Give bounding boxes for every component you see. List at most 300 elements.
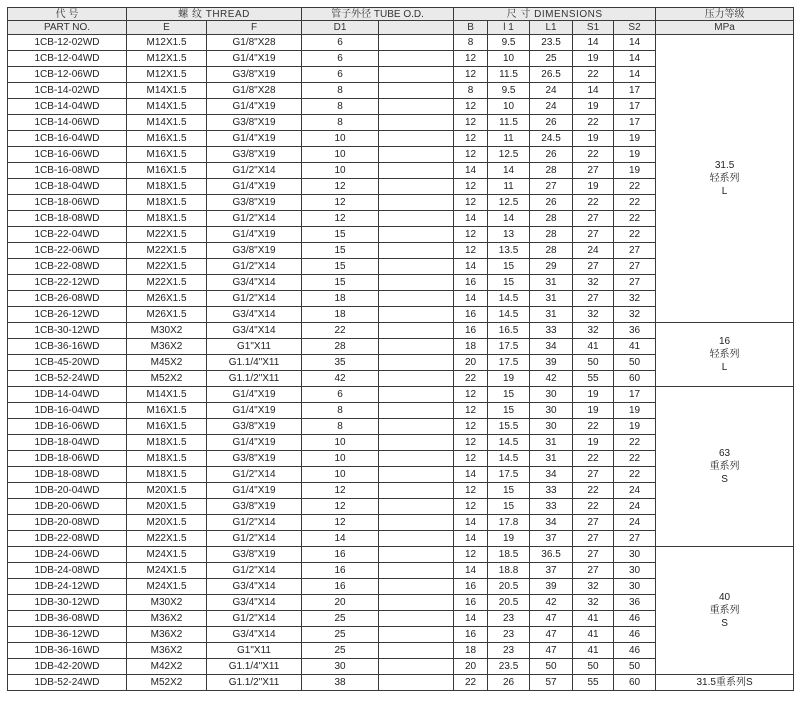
- dim-s2: 30: [614, 547, 656, 563]
- col-header-l1: L1: [530, 21, 573, 35]
- dim-s1: 32: [573, 595, 614, 611]
- dim-s1: 22: [573, 451, 614, 467]
- dim-s1: 41: [573, 339, 614, 355]
- part-no: 1CB-12-02WD: [8, 35, 127, 51]
- col-header-d1: D1: [302, 21, 379, 35]
- thread-f: G1.1/2"X11: [207, 675, 302, 691]
- dim-s1: 19: [573, 51, 614, 67]
- thread-f: G1"X11: [207, 643, 302, 659]
- tube-blank: [379, 83, 454, 99]
- tube-d1: 12: [302, 515, 379, 531]
- tube-blank: [379, 211, 454, 227]
- tube-blank: [379, 531, 454, 547]
- thread-e: M14X1.5: [127, 83, 207, 99]
- dim-s2: 27: [614, 531, 656, 547]
- dim-b: 14: [454, 515, 488, 531]
- dim-s1: 41: [573, 643, 614, 659]
- tube-blank: [379, 99, 454, 115]
- dim-s2: 60: [614, 371, 656, 387]
- thread-e: M22X1.5: [127, 227, 207, 243]
- dim-s2: 30: [614, 579, 656, 595]
- part-no: 1CB-16-08WD: [8, 163, 127, 179]
- tube-d1: 25: [302, 643, 379, 659]
- dim-l1: 34: [530, 515, 573, 531]
- thread-e: M36X2: [127, 611, 207, 627]
- table-row: [8, 387, 794, 403]
- dim-l1: 31: [530, 451, 573, 467]
- dim-b: 16: [454, 579, 488, 595]
- part-no: 1DB-18-04WD: [8, 435, 127, 451]
- dim-l1: 26: [530, 115, 573, 131]
- thread-f: G3/8"X19: [207, 195, 302, 211]
- dim-s2: 17: [614, 387, 656, 403]
- dim-l1: 31: [530, 291, 573, 307]
- part-no: 1DB-16-06WD: [8, 419, 127, 435]
- thread-f: G3/4"X14: [207, 579, 302, 595]
- part-no: 1CB-22-06WD: [8, 243, 127, 259]
- dim-b: 12: [454, 419, 488, 435]
- dim-l1-small: 15: [488, 483, 530, 499]
- thread-f: G1.1/4"X11: [207, 355, 302, 371]
- part-no-header-cn: 代 号: [8, 8, 127, 21]
- thread-e: M18X1.5: [127, 451, 207, 467]
- dim-l1: 28: [530, 243, 573, 259]
- tube-blank: [379, 243, 454, 259]
- tube-d1: 15: [302, 243, 379, 259]
- tube-d1: 8: [302, 83, 379, 99]
- thread-e: M18X1.5: [127, 211, 207, 227]
- dim-b: 8: [454, 83, 488, 99]
- pressure-group-line: 40: [719, 592, 731, 603]
- dim-b: 18: [454, 339, 488, 355]
- thread-f: G3/4"X14: [207, 307, 302, 323]
- dim-b: 12: [454, 387, 488, 403]
- dim-l1: 24: [530, 99, 573, 115]
- dim-l1-small: 15: [488, 403, 530, 419]
- thread-e: M22X1.5: [127, 259, 207, 275]
- thread-e: M45X2: [127, 355, 207, 371]
- tube-blank: [379, 435, 454, 451]
- tube-d1: 8: [302, 419, 379, 435]
- col-header-s2: S2: [614, 21, 656, 35]
- tube-blank: [379, 291, 454, 307]
- dim-b: 12: [454, 131, 488, 147]
- dim-l1: 23.5: [530, 35, 573, 51]
- dim-l1-small: 14.5: [488, 451, 530, 467]
- tube-od-header: 管子外径 TUBE O.D.: [302, 8, 454, 21]
- dim-s2: 17: [614, 115, 656, 131]
- dim-s2: 46: [614, 643, 656, 659]
- thread-e: M30X2: [127, 323, 207, 339]
- pressure-group-line: 重系列: [709, 461, 740, 472]
- dim-b: 12: [454, 451, 488, 467]
- dim-s2: 27: [614, 243, 656, 259]
- dim-l1: 33: [530, 483, 573, 499]
- tube-blank: [379, 355, 454, 371]
- dim-l1: 33: [530, 323, 573, 339]
- dim-s2: 50: [614, 659, 656, 675]
- dim-l1-small: 15: [488, 387, 530, 403]
- dim-b: 14: [454, 259, 488, 275]
- part-no: 1DB-16-04WD: [8, 403, 127, 419]
- tube-d1: 8: [302, 403, 379, 419]
- dim-l1: 26.5: [530, 67, 573, 83]
- dim-s1: 55: [573, 371, 614, 387]
- tube-d1: 28: [302, 339, 379, 355]
- part-no: 1DB-14-04WD: [8, 387, 127, 403]
- dim-b: 20: [454, 659, 488, 675]
- col-header-b: B: [454, 21, 488, 35]
- pressure-group-line: L: [721, 186, 728, 197]
- dim-b: 12: [454, 435, 488, 451]
- dim-b: 12: [454, 67, 488, 83]
- part-no: 1CB-22-12WD: [8, 275, 127, 291]
- part-no: 1CB-30-12WD: [8, 323, 127, 339]
- dim-l1-small: 20.5: [488, 595, 530, 611]
- dim-s1: 22: [573, 499, 614, 515]
- thread-e: M12X1.5: [127, 51, 207, 67]
- part-no: 1CB-18-08WD: [8, 211, 127, 227]
- tube-blank: [379, 451, 454, 467]
- tube-d1: 12: [302, 483, 379, 499]
- tube-d1: 10: [302, 131, 379, 147]
- part-no: 1CB-22-08WD: [8, 259, 127, 275]
- dim-s1: 50: [573, 659, 614, 675]
- thread-e: M22X1.5: [127, 275, 207, 291]
- dim-b: 16: [454, 323, 488, 339]
- tube-d1: 12: [302, 195, 379, 211]
- tube-blank: [379, 371, 454, 387]
- tube-d1: 8: [302, 115, 379, 131]
- tube-blank: [379, 483, 454, 499]
- dim-l1: 34: [530, 339, 573, 355]
- dim-s2: 46: [614, 611, 656, 627]
- dim-s2: 41: [614, 339, 656, 355]
- dim-l1: 34: [530, 467, 573, 483]
- dim-s2: 22: [614, 451, 656, 467]
- dim-s1: 32: [573, 307, 614, 323]
- thread-f: G1/2"X14: [207, 291, 302, 307]
- dim-b: 12: [454, 483, 488, 499]
- dim-b: 18: [454, 643, 488, 659]
- dim-l1: 24.5: [530, 131, 573, 147]
- dim-l1-small: 18.8: [488, 563, 530, 579]
- thread-f: G1/4"X19: [207, 131, 302, 147]
- pressure-group-line: 重系列: [709, 605, 740, 616]
- thread-f: G1/2"X14: [207, 211, 302, 227]
- dim-l1: 30: [530, 403, 573, 419]
- thread-f: G3/8"X19: [207, 243, 302, 259]
- dim-b: 16: [454, 627, 488, 643]
- tube-d1: 14: [302, 531, 379, 547]
- thread-f: G1/4"X19: [207, 403, 302, 419]
- dim-l1: 33: [530, 499, 573, 515]
- thread-f: G1"X11: [207, 339, 302, 355]
- part-no: 1DB-20-04WD: [8, 483, 127, 499]
- dim-s1: 14: [573, 35, 614, 51]
- tube-blank: [379, 163, 454, 179]
- dim-s1: 27: [573, 291, 614, 307]
- thread-e: M22X1.5: [127, 531, 207, 547]
- tube-blank: [379, 419, 454, 435]
- dim-b: 14: [454, 163, 488, 179]
- dim-l1-small: 26: [488, 675, 530, 691]
- dim-b: 12: [454, 99, 488, 115]
- dim-b: 12: [454, 547, 488, 563]
- table-row: [8, 323, 794, 339]
- thread-e: M12X1.5: [127, 67, 207, 83]
- dim-s1: 27: [573, 227, 614, 243]
- dim-b: 22: [454, 371, 488, 387]
- part-no: 1DB-36-16WD: [8, 643, 127, 659]
- tube-blank: [379, 227, 454, 243]
- tube-blank: [379, 131, 454, 147]
- tube-blank: [379, 387, 454, 403]
- dim-s1: 14: [573, 83, 614, 99]
- table-row: [8, 675, 794, 691]
- pressure-group: [656, 675, 794, 691]
- thread-e: M20X1.5: [127, 515, 207, 531]
- thread-f: G1/4"X19: [207, 227, 302, 243]
- tube-blank: [379, 595, 454, 611]
- dim-l1: 47: [530, 643, 573, 659]
- tube-blank: [379, 259, 454, 275]
- tube-d1: 22: [302, 323, 379, 339]
- thread-e: M12X1.5: [127, 35, 207, 51]
- dim-s2: 22: [614, 467, 656, 483]
- dim-s2: 32: [614, 307, 656, 323]
- pressure-group-line: 轻系列: [709, 349, 740, 360]
- dim-b: 16: [454, 275, 488, 291]
- part-no: 1CB-18-04WD: [8, 179, 127, 195]
- tube-blank: [379, 275, 454, 291]
- dim-s1: 19: [573, 99, 614, 115]
- dim-l1-small: 16.5: [488, 323, 530, 339]
- part-no: 1CB-14-04WD: [8, 99, 127, 115]
- dim-l1: 26: [530, 195, 573, 211]
- tube-d1: 10: [302, 163, 379, 179]
- dim-s2: 36: [614, 323, 656, 339]
- thread-f: G1/2"X14: [207, 611, 302, 627]
- dim-l1-small: 23.5: [488, 659, 530, 675]
- tube-d1: 16: [302, 547, 379, 563]
- dim-l1: 47: [530, 611, 573, 627]
- tube-d1: 6: [302, 35, 379, 51]
- tube-d1: 10: [302, 147, 379, 163]
- dim-l1: 28: [530, 211, 573, 227]
- dim-l1-small: 19: [488, 531, 530, 547]
- dim-l1: 28: [530, 163, 573, 179]
- dim-b: 12: [454, 243, 488, 259]
- tube-blank: [379, 579, 454, 595]
- part-no: 1CB-18-06WD: [8, 195, 127, 211]
- tube-d1: 10: [302, 451, 379, 467]
- part-no: 1DB-22-08WD: [8, 531, 127, 547]
- pressure-group-line: S: [721, 618, 728, 629]
- part-no-header-en: PART NO.: [8, 21, 127, 35]
- part-no: 1DB-36-08WD: [8, 611, 127, 627]
- pressure-group-line: 16: [719, 336, 731, 347]
- thread-f: G1/4"X19: [207, 387, 302, 403]
- thread-e: M24X1.5: [127, 563, 207, 579]
- dim-l1: 39: [530, 355, 573, 371]
- tube-blank: [379, 35, 454, 51]
- thread-e: M18X1.5: [127, 179, 207, 195]
- tube-d1: 12: [302, 179, 379, 195]
- tube-d1: 15: [302, 259, 379, 275]
- col-header-s1: S1: [573, 21, 614, 35]
- dim-b: 12: [454, 179, 488, 195]
- thread-f: G3/8"X19: [207, 499, 302, 515]
- pressure-group-line: L: [721, 362, 728, 373]
- thread-e: M26X1.5: [127, 291, 207, 307]
- part-no: 1DB-30-12WD: [8, 595, 127, 611]
- thread-e: M16X1.5: [127, 419, 207, 435]
- dim-s1: 24: [573, 243, 614, 259]
- dim-s2: 30: [614, 563, 656, 579]
- pressure-group-line: 轻系列: [709, 173, 740, 184]
- tube-blank: [379, 611, 454, 627]
- dim-l1: 36.5: [530, 547, 573, 563]
- dim-s2: 14: [614, 35, 656, 51]
- dim-l1-small: 23: [488, 643, 530, 659]
- dim-l1: 37: [530, 531, 573, 547]
- tube-blank: [379, 51, 454, 67]
- dim-l1-small: 23: [488, 611, 530, 627]
- tube-d1: 15: [302, 275, 379, 291]
- pressure-group-line: 63: [719, 448, 731, 459]
- dim-s1: 27: [573, 259, 614, 275]
- pressure-group-line: S: [721, 474, 728, 485]
- part-no: 1DB-20-06WD: [8, 499, 127, 515]
- dim-s2: 22: [614, 179, 656, 195]
- part-no: 1CB-26-12WD: [8, 307, 127, 323]
- table-row: [8, 35, 794, 51]
- part-no: 1CB-14-02WD: [8, 83, 127, 99]
- thread-e: M22X1.5: [127, 243, 207, 259]
- tube-blank: [379, 115, 454, 131]
- part-no: 1DB-24-08WD: [8, 563, 127, 579]
- dim-b: 20: [454, 355, 488, 371]
- dim-b: 12: [454, 115, 488, 131]
- thread-f: G1/8"X28: [207, 83, 302, 99]
- pressure-group: [656, 387, 794, 547]
- dim-l1: 26: [530, 147, 573, 163]
- dim-s1: 22: [573, 115, 614, 131]
- part-no: 1CB-16-04WD: [8, 131, 127, 147]
- tube-blank: [379, 467, 454, 483]
- tube-blank: [379, 515, 454, 531]
- tube-d1: 20: [302, 595, 379, 611]
- dim-l1-small: 14: [488, 163, 530, 179]
- dim-l1-small: 17.5: [488, 355, 530, 371]
- tube-d1: 16: [302, 579, 379, 595]
- part-no: 1DB-36-12WD: [8, 627, 127, 643]
- thread-f: G1/8"X28: [207, 35, 302, 51]
- dim-l1-small: 11: [488, 131, 530, 147]
- dim-l1: 50: [530, 659, 573, 675]
- part-no: 1CB-26-08WD: [8, 291, 127, 307]
- col-header-f: F: [207, 21, 302, 35]
- dim-s2: 19: [614, 163, 656, 179]
- dim-l1-small: 23: [488, 627, 530, 643]
- thread-e: M16X1.5: [127, 403, 207, 419]
- tube-d1: 25: [302, 611, 379, 627]
- thread-f: G1/2"X14: [207, 515, 302, 531]
- dim-l1-small: 14: [488, 211, 530, 227]
- thread-e: M30X2: [127, 595, 207, 611]
- thread-f: G3/4"X14: [207, 323, 302, 339]
- dim-s1: 27: [573, 211, 614, 227]
- pressure-group: [656, 323, 794, 387]
- dim-s1: 22: [573, 483, 614, 499]
- dim-l1: 39: [530, 579, 573, 595]
- tube-d1: 6: [302, 51, 379, 67]
- thread-f: G3/8"X19: [207, 67, 302, 83]
- tube-blank: [379, 627, 454, 643]
- dim-b: 12: [454, 51, 488, 67]
- dimensions-header: 尺 寸 DIMENSIONS: [454, 8, 656, 21]
- dim-l1-small: 19: [488, 371, 530, 387]
- dim-l1: 30: [530, 419, 573, 435]
- dim-s1: 27: [573, 163, 614, 179]
- dim-b: 8: [454, 35, 488, 51]
- dim-b: 16: [454, 307, 488, 323]
- dim-s2: 24: [614, 515, 656, 531]
- thread-e: M24X1.5: [127, 579, 207, 595]
- dim-s2: 22: [614, 227, 656, 243]
- tube-blank: [379, 339, 454, 355]
- dim-l1-small: 12.5: [488, 195, 530, 211]
- part-no: 1DB-18-06WD: [8, 451, 127, 467]
- dim-l1: 24: [530, 83, 573, 99]
- dim-b: 14: [454, 611, 488, 627]
- tube-d1: 18: [302, 307, 379, 323]
- tube-d1: 35: [302, 355, 379, 371]
- dim-s1: 41: [573, 611, 614, 627]
- table-body: [8, 35, 794, 691]
- thread-f: G3/4"X14: [207, 595, 302, 611]
- thread-f: G3/4"X14: [207, 275, 302, 291]
- dim-b: 12: [454, 499, 488, 515]
- thread-f: G1/4"X19: [207, 99, 302, 115]
- dim-l1: 31: [530, 307, 573, 323]
- dim-s2: 22: [614, 195, 656, 211]
- tube-d1: 12: [302, 499, 379, 515]
- dim-s2: 27: [614, 259, 656, 275]
- dim-s2: 17: [614, 99, 656, 115]
- part-no: 1CB-14-06WD: [8, 115, 127, 131]
- thread-e: M20X1.5: [127, 483, 207, 499]
- thread-f: G1/2"X14: [207, 531, 302, 547]
- tube-blank: [379, 147, 454, 163]
- dim-s2: 24: [614, 499, 656, 515]
- tube-d1: 16: [302, 563, 379, 579]
- dim-b: 12: [454, 195, 488, 211]
- dim-s2: 19: [614, 131, 656, 147]
- dim-s1: 19: [573, 403, 614, 419]
- thread-f: G1.1/4"X11: [207, 659, 302, 675]
- tube-d1: 15: [302, 227, 379, 243]
- dim-s1: 27: [573, 563, 614, 579]
- tube-blank: [379, 659, 454, 675]
- part-no: 1CB-12-06WD: [8, 67, 127, 83]
- thread-f: G3/8"X19: [207, 115, 302, 131]
- dim-s2: 27: [614, 275, 656, 291]
- thread-e: M14X1.5: [127, 99, 207, 115]
- dim-l1-small: 11.5: [488, 67, 530, 83]
- thread-e: M18X1.5: [127, 435, 207, 451]
